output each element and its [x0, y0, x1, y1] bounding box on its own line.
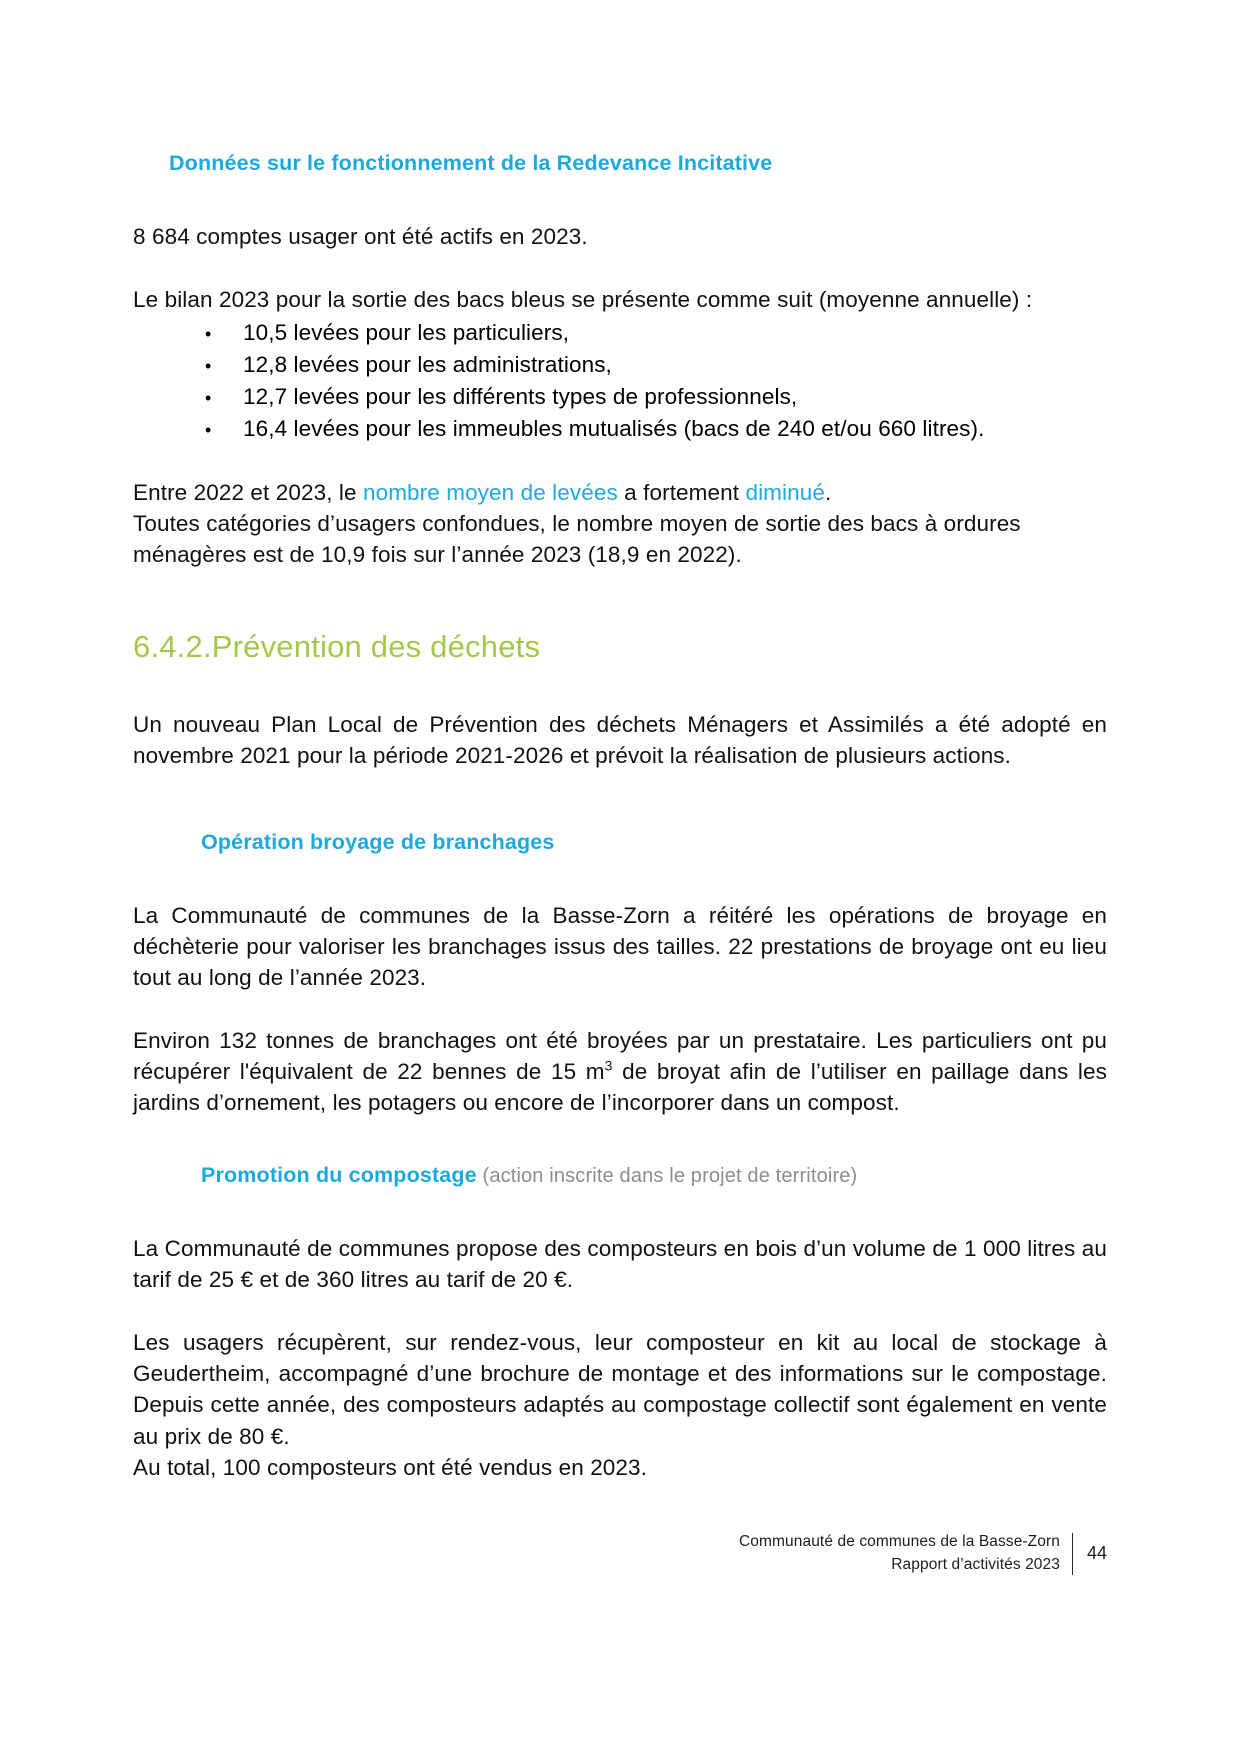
- bullet-dot-icon: [205, 317, 213, 349]
- list-item-label: 12,8 levées pour les administrations,: [243, 351, 612, 377]
- bullet-dot-icon: [205, 413, 213, 445]
- spacer: [133, 1118, 1107, 1162]
- footer-divider: [1072, 1533, 1073, 1575]
- spacer: [133, 570, 1107, 628]
- highlight-nombre-moyen-levees: nombre moyen de levées: [362, 479, 618, 505]
- paragraph-bilan-intro: Le bilan 2023 pour la sortie des bacs bleus se présente comme suit (moyenne annuelle) :: [133, 286, 1033, 312]
- text-fragment: Entre 2022 et 2023, le: [133, 479, 363, 505]
- paragraph-plan-local-prevention: Un nouveau Plan Local de Prévention des déchets Ménagers et Assimilés a été adopté en novembre 2021 pour la période 2021-2026 et prévoit la réalisation de plusieurs actions.: [133, 712, 1107, 769]
- text-fragment: a fortement: [617, 479, 746, 505]
- spacer: [133, 1189, 1107, 1233]
- spacer: [133, 252, 1107, 284]
- highlight-diminue: diminué: [745, 479, 825, 505]
- footer-line-report: Rapport d’activités 2023: [891, 1555, 1060, 1573]
- spacer: [133, 771, 1107, 829]
- section-title-label: Prévention des déchets: [211, 628, 541, 664]
- page-number: 44: [1086, 1543, 1107, 1564]
- paragraph-tonnes-broyees: [133, 1025, 1107, 1118]
- paragraph-comptes-usager: 8 684 comptes usager ont été actifs en 2023.: [133, 223, 588, 249]
- bullet-dot-icon: [205, 381, 213, 413]
- page-content: [133, 150, 1107, 1483]
- paragraph-broyage-body: La Communauté de communes de la Basse-Zorn a réitéré les opérations de broyage en déchèterie pour valoriser les branchages issus des tailles. 22 prestations de broyage ont eu lieu tout au long de l’année 2023.: [133, 903, 1107, 991]
- spacer: [133, 665, 1107, 709]
- spacer: [133, 856, 1107, 900]
- heading-operation-broyage: Opération broyage de branchages: [201, 830, 555, 855]
- paragraph-toutes-categories: Toutes catégories d’usagers confondues, le nombre moyen de sortie des bacs à ordures ménagères est de 10,9 fois sur l’année 2023 (18,9 en 2022).: [133, 510, 1021, 567]
- page-title-section-642: [133, 628, 1107, 665]
- list-item: [205, 381, 1107, 413]
- section-number: 6.4.2.: [133, 628, 212, 664]
- list-levees-moyennes: [133, 317, 1107, 445]
- heading-note: (action inscrite dans le projet de territoire): [476, 1165, 858, 1188]
- paragraph-usagers-recuperent: Les usagers récupèrent, sur rendez-vous, leur composteur en kit au local de stockage à Geudertheim, accompagné d’une brochure de montage et des informations sur le compostage. Depuis cette année, des composteurs adaptés au compostage collectif sont également en vente au prix de 80 €.: [133, 1330, 1107, 1449]
- superscript-cube: 3: [604, 1057, 613, 1074]
- page-footer: [739, 1531, 1107, 1576]
- list-item-label: 12,7 levées pour les différents types de professionnels,: [243, 383, 798, 409]
- paragraph-total-composteurs-vendus: Au total, 100 composteurs ont été vendus en 2023.: [133, 1454, 647, 1480]
- list-item: [205, 349, 1107, 381]
- text-fragment: de broyat afin de l’utiliser en paillage dans les jardins d’ornement, les potagers ou encore de l’incorporer dans un compost.: [133, 1059, 1107, 1116]
- footer-text: [739, 1531, 1060, 1576]
- bullet-dot-icon: [205, 349, 213, 381]
- heading-promotion-compostage: [201, 1162, 1107, 1189]
- paragraph-composteurs-tarifs: La Communauté de communes propose des composteurs en bois d’un volume de 1 000 litres au tarif de 25 € et de 360 litres au tarif de 20 €.: [133, 1236, 1107, 1293]
- list-item: [205, 317, 1107, 349]
- footer-line-organisation: Communauté de communes de la Basse-Zorn: [739, 1533, 1060, 1551]
- list-item-label: 10,5 levées pour les particuliers,: [243, 319, 570, 345]
- spacer: [133, 993, 1107, 1025]
- text-fragment: .: [824, 479, 832, 505]
- spacer: [133, 445, 1107, 477]
- heading-label: Promotion du compostage: [201, 1163, 477, 1188]
- spacer: [133, 1295, 1107, 1327]
- paragraph-entre-2022-2023: [133, 477, 1107, 508]
- heading-donnees-redevance-incitative: Données sur le fonctionnement de la Redevance Incitative: [169, 151, 773, 175]
- text-fragment: Environ 132 tonnes de branchages ont été broyées par un prestataire. Les particuliers ont pu récupérer l'équivalent de 22 bennes de 15 m: [133, 1028, 1107, 1085]
- list-item: [205, 413, 1107, 445]
- spacer: [133, 177, 1107, 221]
- list-item-label: 16,4 levées pour les immeubles mutualisés (bacs de 240 et/ou 660 litres).: [243, 415, 985, 441]
